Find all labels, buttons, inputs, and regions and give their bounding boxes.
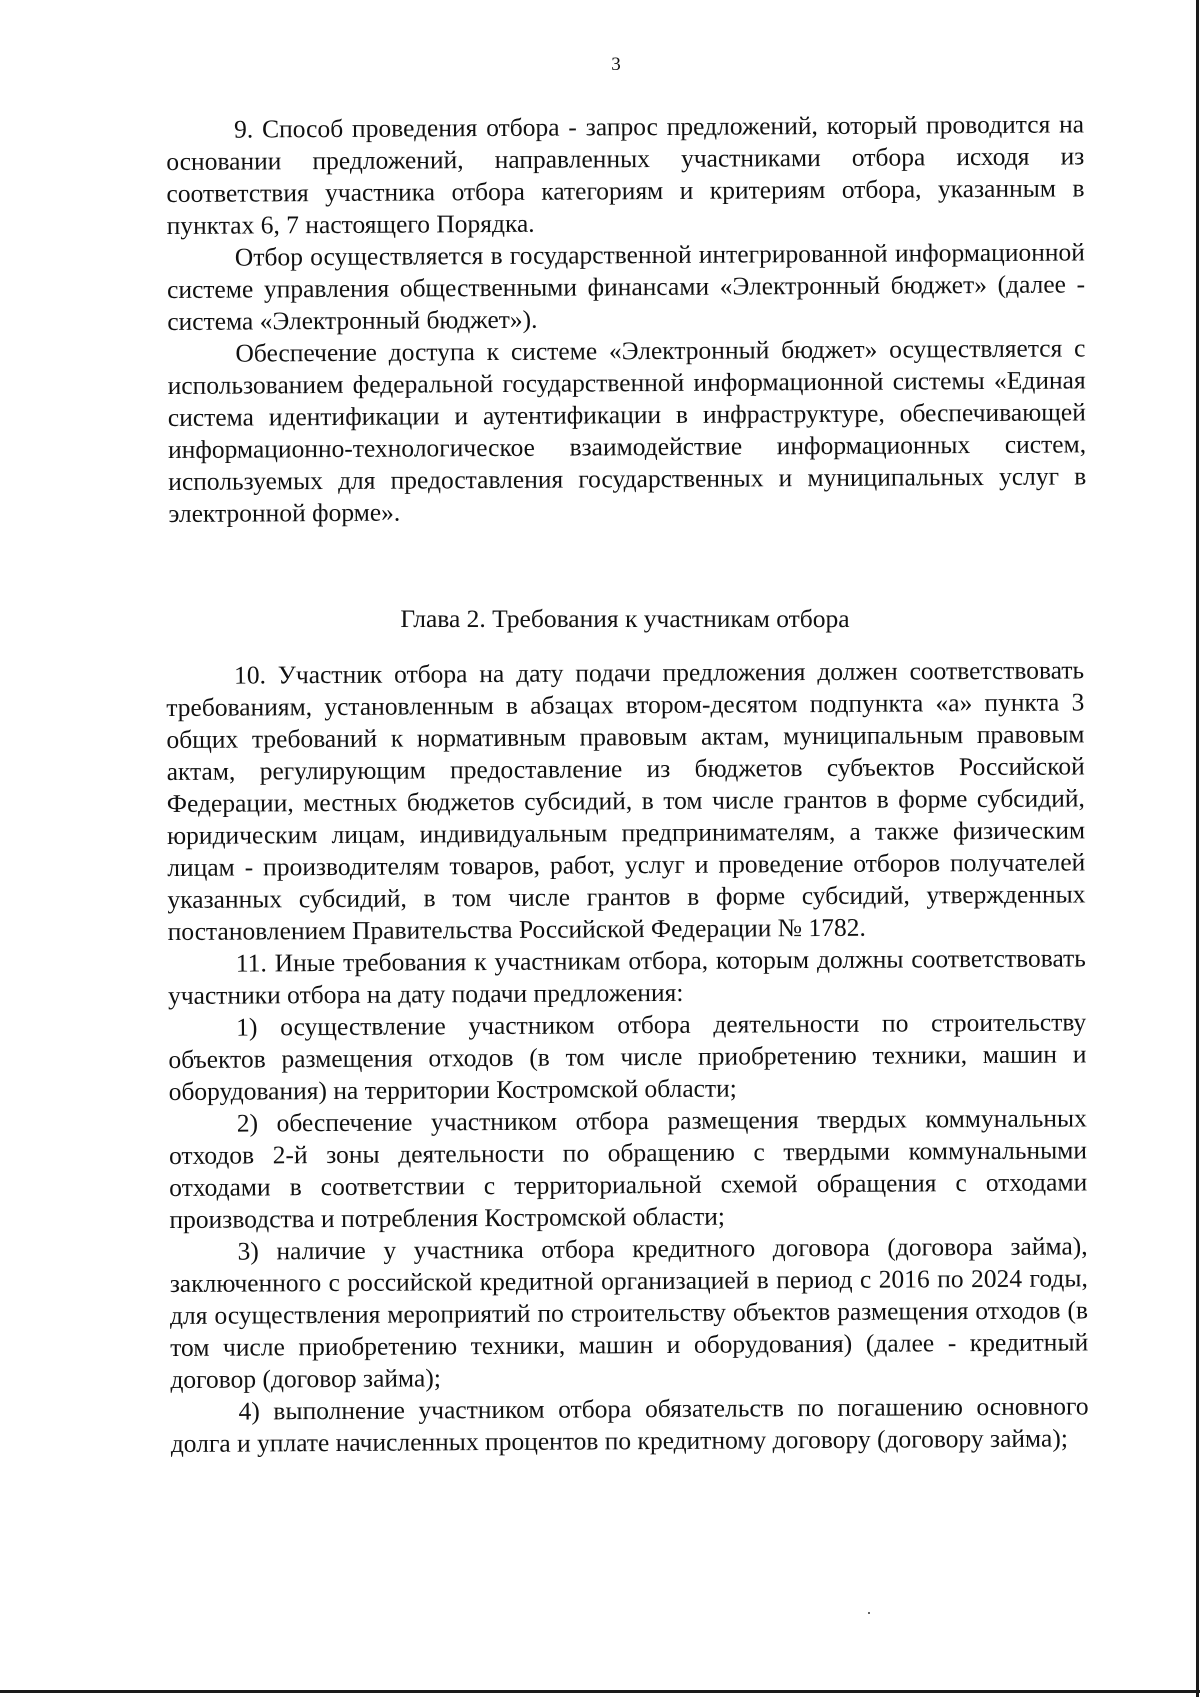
paragraph-10: 10. Участник отбора на дату подачи предложения должен соответствовать требованиям, установленным в абзацах втором-десятом подпункта «а» пункта 3 общих требований к нормативным правовым актам, муниципальным правовым актам, регулирующим предоставление из бюджетов субъектов Российской Федерации, местных бюджетов субсидий, в том числе грантов в форме субсидий, юридическим лицам, индивидуальным предпринимателям, а также физическим лицам - производителям товаров, работ, услуг и проведение отборов получателей указанных субсидий, в том числе грантов в форме субсидий, утвержденных постановлением Правительства Российской Федерации № 1782. <box>166 655 1086 946</box>
list-item-3: 3) наличие у участника отбора кредитного договора (договора займа), заключенного с российской кредитной организацией в период с 2016 по 2024 годы, для осуществления мероприятий по строительству объектов размещения отходов (в том числе приобретению техники, машин и оборудования) (далее - кредитный договор (договор займа); <box>169 1231 1089 1394</box>
chapter-heading: Глава 2. Требования к участникам отбора <box>400 604 850 633</box>
scan-speck <box>868 1612 870 1614</box>
list-item-1: 1) осуществление участником отбора деятельности по строительству объектов размещения отходов (в том числе приобретению техники, машин и оборудования) на территории Костромской области; <box>168 1007 1087 1106</box>
scan-edge-right <box>1196 0 1199 1697</box>
paragraph-11: 11. Иные требования к участникам отбора, которым должны соответствовать участники отбора на дату подачи предложения: <box>167 943 1086 1010</box>
paragraph-9: 9. Способ проведения отбора - запрос предложений, который проводится на основании предложений, направленных участниками отбора исходя из соответствия участника отбора категориям и критериям отбора, указанным в пунктах 6, 7 настоящего Порядка. <box>166 109 1085 240</box>
scan-edge-bottom <box>0 1690 1200 1693</box>
page-number: 3 <box>611 54 621 75</box>
list-item-2: 2) обеспечение участником отбора размещения твердых коммунальных отходов 2-й зоны деятельности по обращению с твердыми коммунальными отходами в соответствии с территориальной схемой обращения с отходами производства и потребления Костромской области; <box>168 1103 1088 1234</box>
list-item-4: 4) выполнение участником отбора обязательств по погашению основного долга и уплате начисленных процентов по кредитному договору (договору займа); <box>170 1391 1089 1458</box>
paragraph-selection-system: Отбор осуществляется в государственной интегрированной информационной системе управления общественными финансами «Электронный бюджет» (далее - система «Электронный бюджет»). <box>166 237 1086 336</box>
paragraph-access-provision: Обеспечение доступа к системе «Электронный бюджет» осуществляется с использованием федеральной государственной информационной системы «Единая система идентификации и аутентификации в инфраструктуре, обеспечивающей информационно-технологическое взаимодействие информационных систем, используемых для предоставления государственных и муниципальных услуг в электронной форме». <box>167 333 1087 528</box>
section-bottom <box>166 654 1089 1460</box>
section-top <box>166 108 1087 530</box>
